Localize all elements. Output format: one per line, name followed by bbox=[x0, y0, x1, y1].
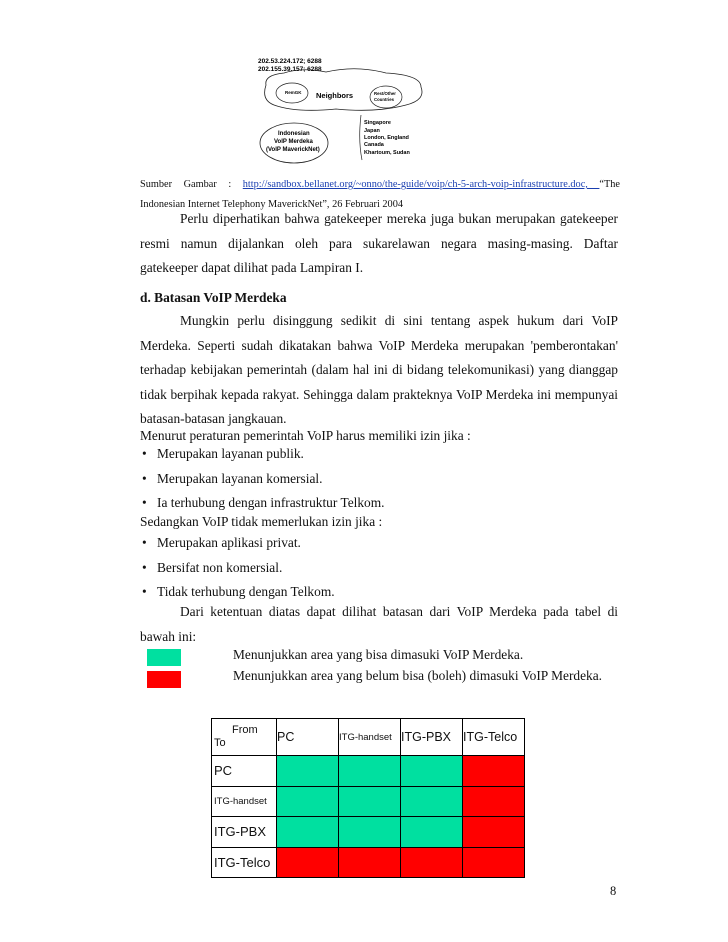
rest-countries-label-2: Countries bbox=[374, 97, 395, 102]
main-node-line-1: Indonesian bbox=[278, 131, 310, 137]
license-not-required-intro: Sedangkan VoIP tidak memerlukan izin jika : bbox=[140, 514, 383, 529]
list-item bbox=[140, 556, 620, 581]
bullet: • bbox=[142, 446, 147, 461]
table-row bbox=[212, 756, 525, 787]
license-required-list bbox=[140, 442, 620, 516]
caption-source-link[interactable]: http://sandbox.bellanet.org/~onno/the-guide/voip/ch-5-arch-voip-infrastructure.doc, bbox=[242, 179, 600, 190]
main-node-line-3: (VoIP MaverickNet) bbox=[266, 147, 320, 153]
diagram-ip-line-1: 202.53.224.172; 6288 bbox=[258, 58, 322, 65]
table-cell bbox=[463, 786, 525, 817]
remgk-label: RemGK bbox=[285, 90, 302, 95]
location-2: Japan bbox=[364, 128, 380, 134]
bullet: • bbox=[142, 495, 147, 510]
row-header: ITG-Telco bbox=[212, 847, 277, 878]
corner-to: To bbox=[214, 737, 226, 749]
table-cell bbox=[277, 847, 339, 878]
neighbors-label: Neighbors bbox=[316, 91, 354, 100]
location-5: Khartoum, Sudan bbox=[364, 150, 410, 156]
voip-area-table bbox=[211, 718, 525, 878]
legend-red-text: Menunjukkan area yang belum bisa (boleh) dimasuki VoIP Merdeka. bbox=[233, 668, 603, 683]
table-cell bbox=[463, 847, 525, 878]
caption-suffix: “The Indonesian Internet Telephony MaverickNet”, 26 Februari 2004 bbox=[140, 179, 621, 210]
row-header: PC bbox=[212, 756, 277, 787]
legend-red-swatch bbox=[147, 671, 181, 688]
location-4: Canada bbox=[364, 142, 384, 148]
row-header: ITG-handset bbox=[212, 786, 277, 817]
table-cell bbox=[463, 756, 525, 787]
table-cell bbox=[339, 786, 401, 817]
column-header: ITG-PBX bbox=[401, 719, 463, 756]
section-heading: d. Batasan VoIP Merdeka bbox=[140, 290, 287, 305]
table-cell bbox=[339, 756, 401, 787]
network-diagram bbox=[236, 55, 436, 165]
paragraph-legal-aspect: Mungkin perlu disinggung sedikit di sini tentang aspek hukum dari VoIP Merdeka. Seperti sudah dikatakan bahwa VoIP Merdeka merupakan 'pemberontakan' terhadap kebijakan pemerintah (dalam hal ini di bidang telekomunikasi) yang dianggap tidak berpihak kepada rakyat. Sehingga dalam prakteknya VoIP Merdeka ini mempunyai batasan-batasan jangkauan. bbox=[140, 313, 618, 426]
list-item bbox=[140, 467, 620, 492]
list-item bbox=[140, 442, 620, 467]
list-item-text: Tidak terhubung dengan Telkom. bbox=[157, 584, 335, 599]
table-corner-cell bbox=[212, 719, 277, 756]
bullet: • bbox=[142, 584, 147, 599]
table-cell bbox=[401, 786, 463, 817]
main-node-line-2: VoIP Merdeka bbox=[274, 139, 313, 145]
list-item bbox=[140, 531, 620, 556]
table-cell bbox=[277, 756, 339, 787]
list-item-text: Ia terhubung dengan infrastruktur Telkom. bbox=[157, 495, 385, 510]
table-cell bbox=[401, 817, 463, 848]
location-3: London, England bbox=[364, 135, 409, 141]
table-cell bbox=[277, 786, 339, 817]
page-number: 8 bbox=[610, 884, 617, 898]
table-cell bbox=[401, 847, 463, 878]
diagram-ip-line-2: 202.155.39.157; 6288 bbox=[258, 66, 322, 73]
rest-countries-label-1: Rest/Other bbox=[374, 91, 396, 96]
table-cell bbox=[339, 817, 401, 848]
bullet: • bbox=[142, 559, 147, 575]
table-cell bbox=[463, 817, 525, 848]
bullet: • bbox=[142, 535, 147, 550]
table-cell bbox=[339, 847, 401, 878]
list-item-text: Bersifat non komersial. bbox=[157, 559, 283, 575]
column-header: ITG-Telco bbox=[463, 719, 525, 756]
column-header: ITG-handset bbox=[339, 719, 401, 756]
location-1: Singapore bbox=[364, 120, 391, 126]
location-bracket bbox=[360, 115, 362, 160]
table-row bbox=[212, 847, 525, 878]
paragraph-gatekeeper: Perlu diperhatikan bahwa gatekeeper mereka juga bukan merupakan gatekeeper resmi namun dijalankan oleh para sukarelawan negara masing-masing. Daftar gatekeeper dapat dilihat pada Lampiran I. bbox=[140, 211, 618, 275]
legend-green-swatch bbox=[147, 649, 181, 666]
column-header: PC bbox=[277, 719, 339, 756]
license-required-intro: Menurut peraturan pemerintah VoIP harus memiliki izin jika : bbox=[140, 428, 471, 443]
list-item-text: Merupakan aplikasi privat. bbox=[157, 535, 301, 550]
table-row bbox=[212, 786, 525, 817]
table-cell bbox=[277, 817, 339, 848]
legend-green-text: Menunjukkan area yang bisa dimasuki VoIP Merdeka. bbox=[233, 647, 524, 662]
paragraph-table-intro: Dari ketentuan diatas dapat dilihat batasan dari VoIP Merdeka pada tabel di bawah ini: bbox=[140, 604, 618, 644]
table-row bbox=[212, 817, 525, 848]
license-not-required-list bbox=[140, 531, 620, 605]
row-header: ITG-PBX bbox=[212, 817, 277, 848]
caption-prefix: Sumber Gambar : bbox=[140, 179, 243, 190]
list-item-text: Merupakan layanan publik. bbox=[157, 446, 304, 461]
table-header-row bbox=[212, 719, 525, 756]
list-item-text: Merupakan layanan komersial. bbox=[157, 470, 323, 486]
bullet: • bbox=[142, 470, 147, 486]
table-cell bbox=[401, 756, 463, 787]
corner-from: From bbox=[232, 724, 258, 736]
